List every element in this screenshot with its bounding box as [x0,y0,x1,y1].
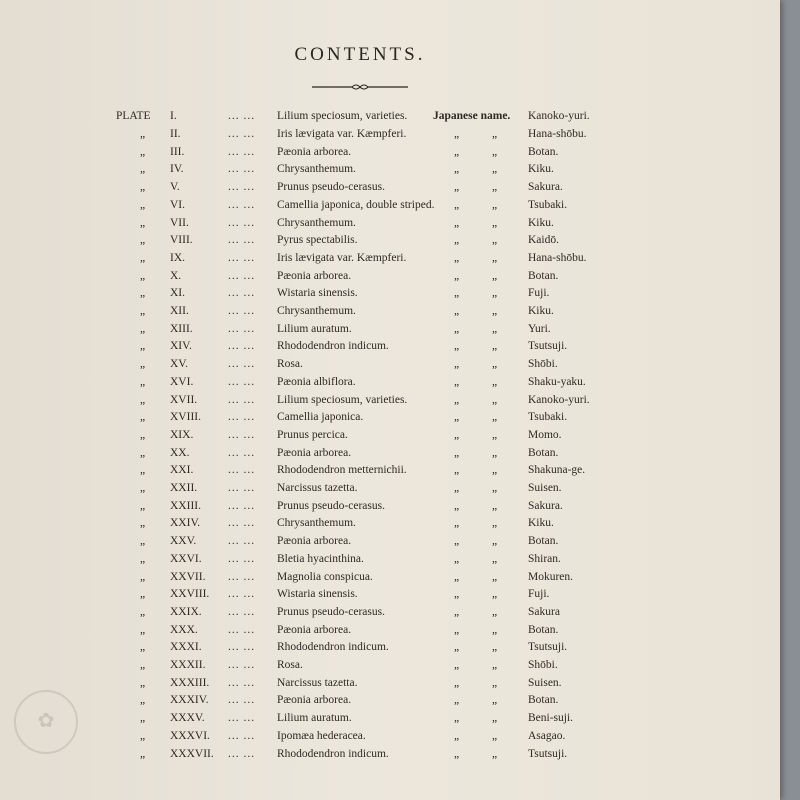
ditto-mark: „ [140,482,146,494]
japanese-name: Shiran. [528,552,561,565]
contents-row [0,571,780,589]
ditto-mark: „ [492,234,498,247]
ditto-mark: „ [492,393,498,406]
latin-name: Iris lævigata var. Kæmpferi. [277,128,407,140]
ditto-mark: „ [454,145,460,158]
japanese-name: Kaidō. [528,234,559,247]
japanese-name: Tsutsuji. [528,747,568,760]
ditto-mark: „ [454,411,460,424]
ditto-mark: „ [140,322,146,335]
latin-name: Lilium auratum. [277,322,352,335]
ditto-mark: „ [140,694,146,707]
japanese-name: Tsutsuji. [528,340,568,353]
leader-dots: ... ... [228,729,256,742]
contents-row [0,535,780,553]
plate-numeral: XXXII. [170,659,206,671]
plate-numeral: XI. [170,287,186,300]
japanese-name: Shōbi. [528,358,558,371]
leader-dots: ... ... [228,411,256,424]
latin-name: Lilium speciosum, varieties. [277,110,408,122]
plate-numeral: XV. [170,358,189,371]
japanese-name: Suisen. [528,676,562,689]
ditto-mark: „ [140,570,146,583]
contents-row [0,464,780,482]
ditto-mark: „ [140,358,146,371]
contents-row [0,146,780,164]
japanese-name: Kiku. [528,163,554,176]
leader-dots: ... ... [228,552,256,565]
contents-row [0,677,780,695]
ditto-mark: „ [454,234,460,247]
leader-dots: ... ... [228,428,256,441]
latin-name: Narcissus tazetta. [277,676,358,689]
ditto-mark: „ [454,358,460,371]
ditto-mark: „ [454,163,460,176]
ditto-mark: „ [454,659,460,671]
latin-name: Bletia hyacinthina. [277,552,364,565]
ditto-mark: „ [140,535,146,548]
ditto-mark: „ [140,411,146,424]
leader-dots: ... ... [228,747,256,760]
ditto-mark: „ [454,446,460,459]
latin-name: Lilium auratum. [277,712,352,725]
latin-name: Prunus percica. [277,428,348,441]
japanese-name: Fuji. [528,287,550,300]
contents-row [0,500,780,518]
ditto-mark: „ [454,641,460,654]
latin-name: Pyrus spectabilis. [277,234,358,247]
ditto-mark: „ [140,375,146,388]
plate-numeral: XXVIII. [170,588,210,601]
japanese-name: Shakuna-ge. [528,464,586,477]
latin-name: Prunus pseudo-cerasus. [277,499,385,512]
japanese-name: Mokuren. [528,570,574,583]
contents-row [0,340,780,358]
leader-dots: ... ... [228,340,256,353]
latin-name: Camellia japonica, double striped. [277,198,435,211]
plate-numeral: XXXV. [170,712,205,725]
leader-dots: ... ... [228,641,256,654]
contents-row [0,730,780,748]
leader-dots: ... ... [228,605,256,618]
plate-numeral: X. [170,269,182,282]
contents-row [0,358,780,376]
ditto-mark: „ [454,375,460,388]
ditto-mark: „ [454,287,460,300]
leader-dots: ... ... [228,676,256,689]
japanese-name: Kiku. [528,216,554,229]
plate-numeral: XIV. [170,340,192,353]
plate-numeral: XXI. [170,464,194,477]
leader-dots: ... ... [228,499,256,512]
contents-row [0,748,780,766]
contents-row [0,624,780,642]
ditto-mark: „ [492,659,498,671]
leader-dots: ... ... [228,198,256,211]
japanese-name: Beni-suji. [528,712,574,725]
plate-numeral: XXIII. [170,499,201,512]
latin-name: Rhododendron indicum. [277,747,389,760]
leader-dots: ... ... [228,517,256,530]
leader-dots: ... ... [228,482,256,494]
ditto-mark: „ [140,588,146,601]
contents-row [0,588,780,606]
leader-dots: ... ... [228,322,256,335]
japanese-name: Kanoko-yuri. [528,393,590,406]
latin-name: Wistaria sinensis. [277,287,358,300]
leader-dots: ... ... [228,234,256,247]
ditto-mark: „ [140,181,146,194]
leader-dots: ... ... [228,163,256,176]
plate-numeral: V. [170,181,180,194]
ditto-mark: „ [140,464,146,477]
plate-numeral: XX. [170,446,190,459]
japanese-name: Tsutsuji. [528,641,568,654]
contents-row [0,411,780,429]
ditto-mark: „ [454,482,460,494]
ditto-mark: „ [492,145,498,158]
ditto-mark: „ [492,552,498,565]
ditto-mark: „ [140,499,146,512]
ditto-mark: „ [454,676,460,689]
ditto-mark: „ [140,269,146,282]
plate-numeral: VIII. [170,234,193,247]
ditto-mark: „ [492,428,498,441]
ditto-mark: „ [492,128,498,140]
japanese-name: Kiku. [528,305,554,317]
ditto-mark: „ [492,499,498,512]
contents-row [0,252,780,270]
ditto-mark: „ [492,535,498,548]
ditto-mark: „ [140,712,146,725]
leader-dots: ... ... [228,269,256,282]
japanese-name-label: Japanese name. [433,110,511,122]
plate-numeral: XIX. [170,428,194,441]
ditto-mark: „ [492,411,498,424]
ditto-mark: „ [140,216,146,229]
japanese-name: Shaku-yaku. [528,375,586,388]
ditto-mark: „ [492,605,498,618]
leader-dots: ... ... [228,535,256,548]
ditto-mark: „ [140,198,146,211]
contents-row [0,270,780,288]
latin-name: Pæonia arborea. [277,145,352,158]
ditto-mark: „ [140,145,146,158]
ditto-mark: „ [492,322,498,335]
contents-row [0,606,780,624]
ditto-mark: „ [454,216,460,229]
contents-row [0,712,780,730]
ditto-mark: „ [140,605,146,618]
ditto-mark: „ [454,340,460,353]
latin-name: Pæonia arborea. [277,269,352,282]
leader-dots: ... ... [228,446,256,459]
japanese-name: Kiku. [528,517,554,530]
contents-row [0,376,780,394]
contents-row [0,323,780,341]
japanese-name: Tsubaki. [528,411,568,424]
japanese-name: Sakura [528,605,560,618]
japanese-name: Fuji. [528,588,550,601]
plate-numeral: XXX. [170,623,198,636]
ditto-mark: „ [454,535,460,548]
ditto-mark: „ [140,729,146,742]
leader-dots: ... ... [228,570,256,583]
ditto-mark: „ [492,287,498,300]
ditto-mark: „ [140,428,146,441]
latin-name: Prunus pseudo-cerasus. [277,605,385,618]
ditto-mark: „ [492,163,498,176]
ditto-mark: „ [454,428,460,441]
latin-name: Rosa. [277,358,303,371]
contents-row [0,482,780,500]
latin-name: Chrysanthemum. [277,216,356,229]
japanese-name: Botan. [528,623,559,636]
japanese-name: Momo. [528,428,562,441]
leader-dots: ... ... [228,181,256,194]
contents-row [0,305,780,323]
japanese-name: Asagao. [528,729,566,742]
ditto-mark: „ [492,694,498,707]
ditto-mark: „ [454,747,460,760]
latin-name: Pæonia albiflora. [277,375,356,388]
latin-name: Pæonia arborea. [277,535,352,548]
ditto-mark: „ [454,269,460,282]
ditto-mark: „ [140,517,146,530]
leader-dots: ... ... [228,251,256,264]
plate-numeral: IX. [170,251,186,264]
plate-numeral: XXXVII. [170,747,214,760]
ditto-mark: „ [454,251,460,264]
ditto-mark: „ [140,747,146,760]
japanese-name: Sakura. [528,181,563,194]
ditto-mark: „ [140,234,146,247]
contents-row [0,694,780,712]
contents-row [0,659,780,677]
plate-label: PLATE [116,110,151,122]
plate-numeral: XXXI. [170,641,202,654]
ditto-mark: „ [492,570,498,583]
page-title: CONTENTS. [294,44,426,65]
japanese-name: Botan. [528,145,559,158]
ditto-mark: „ [454,499,460,512]
plate-numeral: II. [170,128,181,140]
ditto-mark: „ [140,676,146,689]
leader-dots: ... ... [228,358,256,371]
leader-dots: ... ... [228,110,256,122]
ditto-mark: „ [140,552,146,565]
ditto-mark: „ [140,659,146,671]
plate-numeral: XXXVI. [170,729,210,742]
ditto-mark: „ [454,128,460,140]
plate-numeral: XXVI. [170,552,202,565]
japanese-name: Botan. [528,446,559,459]
library-seal: ✿ [14,690,78,754]
ditto-mark: „ [492,641,498,654]
ditto-mark: „ [140,446,146,459]
japanese-name: Hana-shōbu. [528,128,587,140]
leader-dots: ... ... [228,464,256,477]
plate-numeral: IV. [170,163,184,176]
japanese-name: Yuri. [528,322,551,335]
japanese-name: Botan. [528,269,559,282]
plate-numeral: XVI. [170,375,194,388]
ditto-mark: „ [492,305,498,317]
latin-name: Rosa. [277,659,303,671]
contents-row [0,199,780,217]
latin-name: Prunus pseudo-cerasus. [277,181,385,194]
japanese-name: Botan. [528,535,559,548]
contents-row [0,553,780,571]
ditto-mark: „ [492,198,498,211]
plate-numeral: XII. [170,305,189,317]
japanese-name: Shōbi. [528,659,558,671]
leader-dots: ... ... [228,305,256,317]
japanese-name: Hana-shōbu. [528,251,587,264]
leader-dots: ... ... [228,287,256,300]
ditto-mark: „ [492,375,498,388]
ditto-mark: „ [140,251,146,264]
ditto-mark: „ [492,216,498,229]
latin-name: Magnolia conspicua. [277,570,373,583]
ditto-mark: „ [492,251,498,264]
ditto-mark: „ [140,340,146,353]
ditto-mark: „ [492,181,498,194]
plate-numeral: XXII. [170,482,198,494]
plate-numeral: XXXIII. [170,676,210,689]
japanese-name: Sakura. [528,499,563,512]
latin-name: Ipomæa hederacea. [277,729,366,742]
latin-name: Chrysanthemum. [277,517,356,530]
latin-name: Chrysanthemum. [277,163,356,176]
latin-name: Rhododendron indicum. [277,340,389,353]
latin-name: Pæonia arborea. [277,694,352,707]
leader-dots: ... ... [228,659,256,671]
ditto-mark: „ [140,287,146,300]
ditto-mark: „ [492,340,498,353]
ditto-mark: „ [454,393,460,406]
latin-name: Rhododendron indicum. [277,641,389,654]
contents-row [0,287,780,305]
leader-dots: ... ... [228,145,256,158]
ditto-mark: „ [140,128,146,140]
ditto-mark: „ [454,570,460,583]
plate-numeral: XXVII. [170,570,206,583]
latin-name: Iris lævigata var. Kæmpferi. [277,251,407,264]
plate-numeral: XXV. [170,535,197,548]
ditto-mark: „ [454,181,460,194]
japanese-name: Kanoko-yuri. [528,110,590,122]
contents-header-row [0,110,780,128]
latin-name: Chrysanthemum. [277,305,356,317]
japanese-name: Tsubaki. [528,198,568,211]
contents-row [0,163,780,181]
plate-numeral: XVIII. [170,411,201,424]
ditto-mark: „ [492,464,498,477]
ditto-mark: „ [454,605,460,618]
plate-numeral: XIII. [170,322,193,335]
japanese-name: Suisen. [528,482,562,494]
contents-row [0,517,780,535]
japanese-name: Botan. [528,694,559,707]
leader-dots: ... ... [228,694,256,707]
leader-dots: ... ... [228,588,256,601]
ditto-mark: „ [140,393,146,406]
latin-name: Lilium speciosum, varieties. [277,393,408,406]
ditto-mark: „ [140,305,146,317]
ditto-mark: „ [492,747,498,760]
ditto-mark: „ [140,163,146,176]
leader-dots: ... ... [228,128,256,140]
ditto-mark: „ [140,623,146,636]
latin-name: Rhododendron metternichii. [277,464,407,477]
ditto-mark: „ [454,305,460,317]
ditto-mark: „ [454,464,460,477]
latin-name: Camellia japonica. [277,411,364,424]
leader-dots: ... ... [228,623,256,636]
contents-row [0,128,780,146]
latin-name: Narcissus tazetta. [277,482,358,494]
ditto-mark: „ [492,588,498,601]
contents-row [0,641,780,659]
ditto-mark: „ [492,623,498,636]
plate-numeral: I. [170,110,177,122]
ditto-mark: „ [454,729,460,742]
plate-numeral: XVII. [170,393,198,406]
ornament-divider [310,82,410,92]
ditto-mark: „ [492,446,498,459]
latin-name: Pæonia arborea. [277,623,352,636]
plate-numeral: VII. [170,216,189,229]
contents-row [0,217,780,235]
ditto-mark: „ [492,729,498,742]
ditto-mark: „ [492,517,498,530]
plate-numeral: XXIX. [170,605,202,618]
ditto-mark: „ [454,198,460,211]
contents-row [0,181,780,199]
ditto-mark: „ [454,588,460,601]
plate-numeral: VI. [170,198,186,211]
ditto-mark: „ [454,517,460,530]
ditto-mark: „ [492,712,498,725]
leader-dots: ... ... [228,216,256,229]
leader-dots: ... ... [228,712,256,725]
ditto-mark: „ [454,712,460,725]
ditto-mark: „ [454,552,460,565]
ditto-mark: „ [454,322,460,335]
leader-dots: ... ... [228,375,256,388]
ditto-mark: „ [492,358,498,371]
contents-row [0,447,780,465]
ditto-mark: „ [454,623,460,636]
ditto-mark: „ [492,482,498,494]
plate-numeral: XXXIV. [170,694,209,707]
ditto-mark: „ [492,676,498,689]
plate-numeral: III. [170,145,185,158]
ditto-mark: „ [140,641,146,654]
latin-name: Pæonia arborea. [277,446,352,459]
ditto-mark: „ [492,269,498,282]
ditto-mark: „ [454,694,460,707]
contents-row [0,429,780,447]
contents-row [0,394,780,412]
plate-numeral: XXIV. [170,517,201,530]
leader-dots: ... ... [228,393,256,406]
contents-row [0,234,780,252]
latin-name: Wistaria sinensis. [277,588,358,601]
